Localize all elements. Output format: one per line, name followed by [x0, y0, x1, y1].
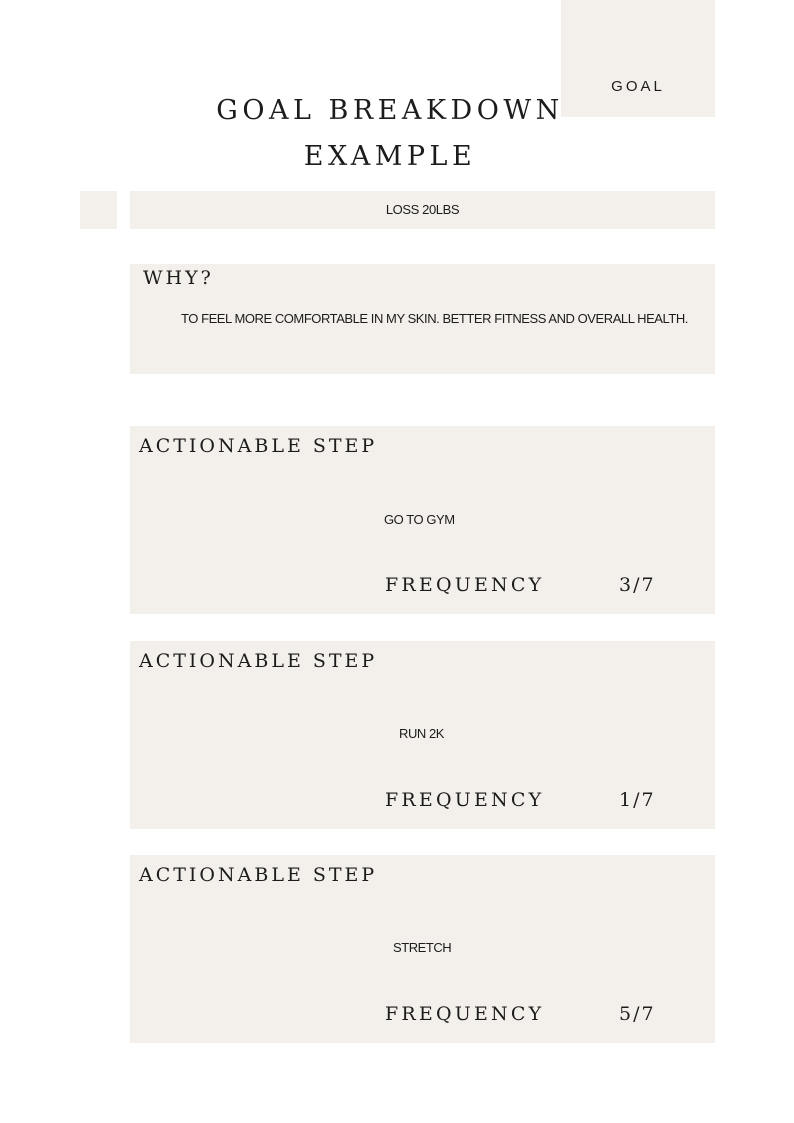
- actionable-step-value: GO TO GYM: [384, 512, 455, 527]
- goal-field[interactable]: [130, 191, 715, 229]
- page-title-line-1: GOAL BREAKDOWN: [216, 95, 564, 126]
- frequency-label: FREQUENCY: [385, 574, 545, 596]
- actionable-step-1[interactable]: [130, 426, 715, 614]
- goal-tab: [561, 0, 715, 117]
- goal-tab-label: GOAL: [611, 78, 665, 95]
- actionable-step-3[interactable]: [130, 855, 715, 1043]
- frequency-label: FREQUENCY: [385, 789, 545, 811]
- actionable-step-value: RUN 2K: [399, 726, 444, 741]
- frequency-label: FREQUENCY: [385, 1003, 545, 1025]
- why-label: WHY?: [143, 267, 214, 289]
- frequency-value: 5/7: [619, 1003, 656, 1025]
- frequency-value: 1/7: [619, 789, 656, 811]
- actionable-step-label: ACTIONABLE STEP: [139, 650, 378, 672]
- actionable-step-value: STRETCH: [393, 940, 452, 955]
- why-section[interactable]: [130, 264, 715, 374]
- page-title: [200, 88, 580, 180]
- page-title-line-2: EXAMPLE: [303, 141, 477, 172]
- actionable-step-label: ACTIONABLE STEP: [139, 864, 378, 886]
- actionable-step-2[interactable]: [130, 641, 715, 829]
- goal-marker: [80, 191, 117, 229]
- goal-value: LOSS 20LBS: [385, 202, 460, 217]
- frequency-value: 3/7: [619, 574, 656, 596]
- why-text: TO FEEL MORE COMFORTABLE IN MY SKIN. BETTER FITNESS AND OVERALL HEALTH.: [181, 311, 688, 326]
- actionable-step-label: ACTIONABLE STEP: [139, 435, 378, 457]
